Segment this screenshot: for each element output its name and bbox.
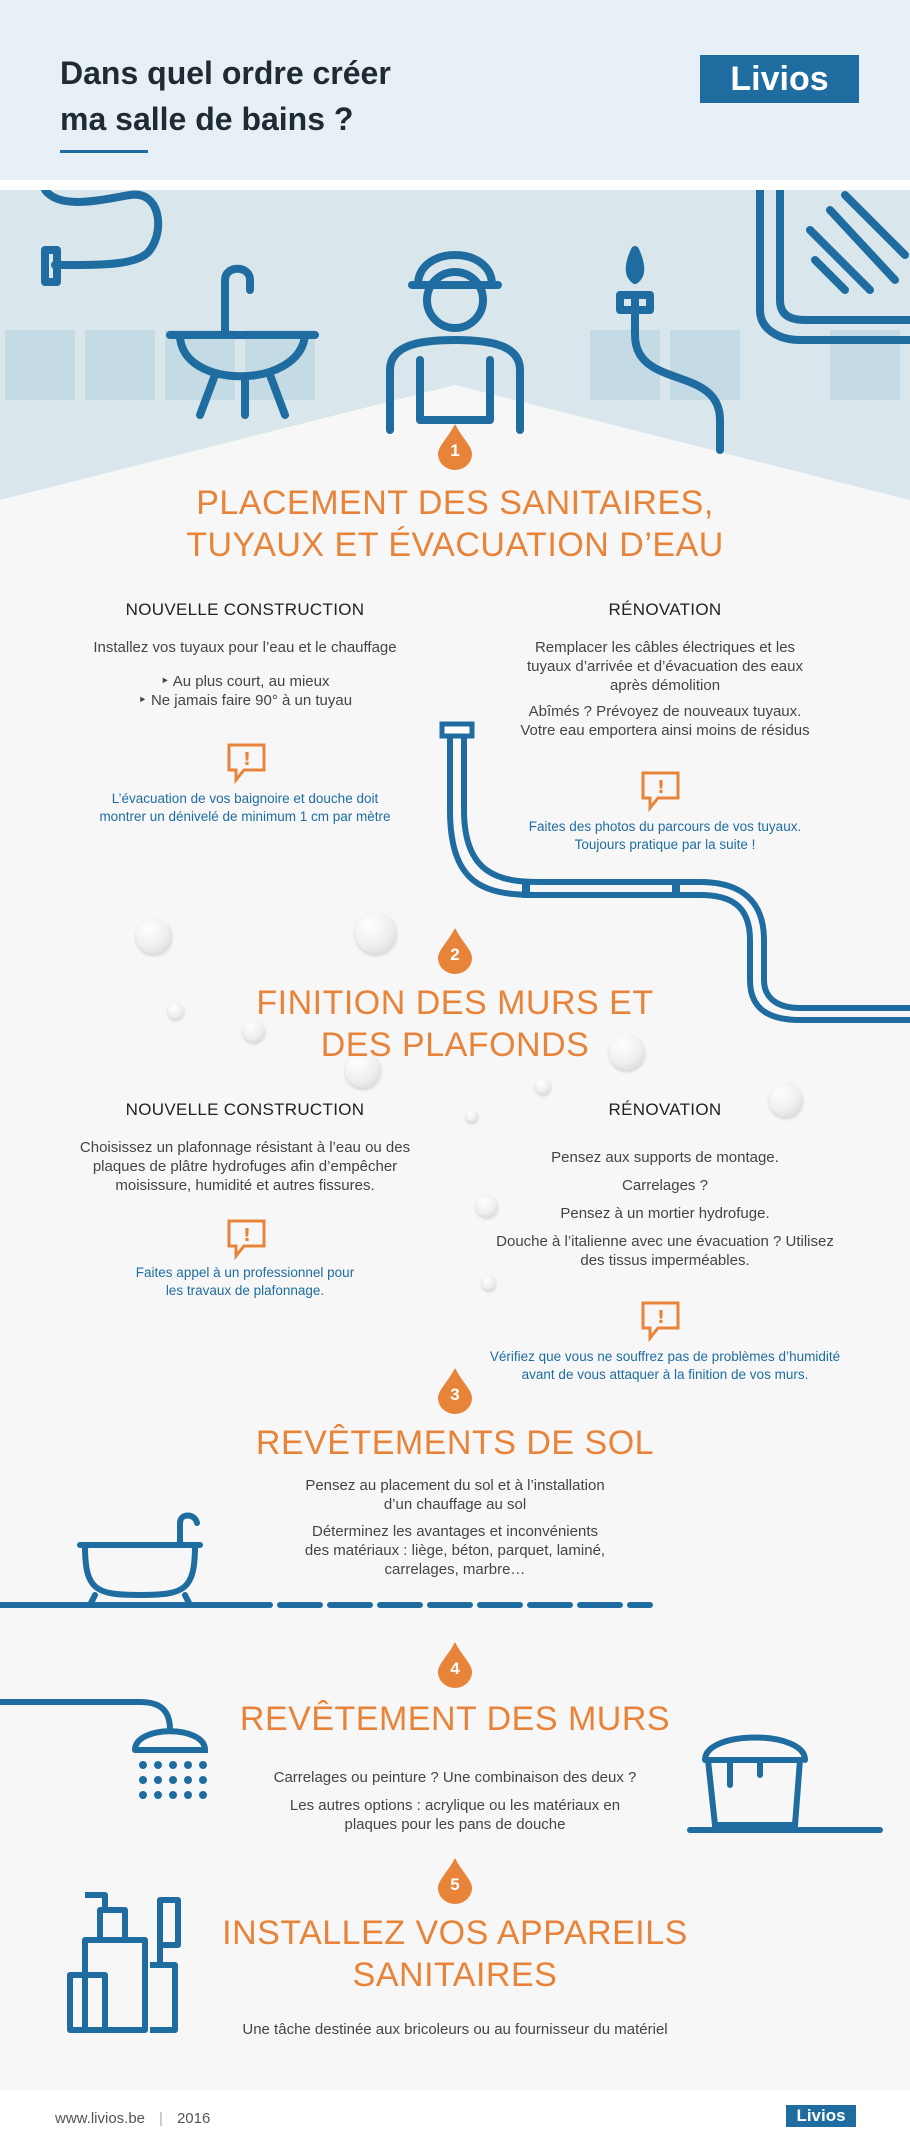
warning-icon (640, 1300, 682, 1342)
step-2-badge: 2 (438, 928, 472, 974)
section-1-left-heading: NOUVELLE CONSTRUCTION (125, 600, 365, 619)
bathtub-floor-illustration (0, 1505, 660, 1615)
section-1-left-tip: L’évacuation de vos baignoire et douche doit montrer un dénivelé de minimum 1 cm par mètre (99, 791, 391, 824)
warning-icon (640, 770, 682, 812)
bullet-arrow-icon: ‣ (137, 692, 151, 709)
toiletries-icon (60, 1890, 190, 2040)
svg-text:!: ! (242, 749, 252, 770)
footer-url[interactable]: www.livios.be (55, 2110, 146, 2127)
water-bubble (466, 1110, 478, 1122)
footer-info (55, 2110, 210, 2127)
footer-livios-logo[interactable]: Livios (786, 2105, 856, 2127)
section-4-title: REVÊTEMENT DES MURS (239, 1700, 671, 1738)
section-1-right-tip: Faites des photos du parcours de vos tuyaux. Toujours pratique par la suite ! (528, 819, 802, 852)
shower-paint-illustration (0, 1680, 910, 1840)
water-bubble (355, 912, 397, 954)
section-1-right-heading: RÉNOVATION (608, 600, 722, 619)
section-5-text: Une tâche destinée aux bricoleurs ou au fournisseur du matériel (242, 2021, 668, 2038)
section-5-title: INSTALLEZ VOS APPAREILS SANITAIRES (222, 1914, 688, 1994)
page-title-line1: Dans quel ordre créer (60, 55, 391, 91)
page-title-line2: ma salle de bains ? (60, 101, 354, 137)
section-3-title: REVÊTEMENTS DE SOL (255, 1424, 655, 1462)
section-1-left-text: Installez vos tuyaux pour l’eau et le chauffage (93, 639, 397, 656)
section-2-left-heading: NOUVELLE CONSTRUCTION (125, 1100, 365, 1119)
section-1-bullets: ‣ Au plus court, au mieux ‣ Ne jamais faire 90° à un tuyau (137, 673, 353, 709)
livios-logo[interactable]: Livios (700, 55, 859, 103)
water-bubble (535, 1078, 551, 1094)
pipe-cap (45, 250, 57, 282)
warning-icon (226, 1218, 268, 1260)
step-3-badge: 3 (438, 1368, 472, 1414)
section-2-right-tip: Vérifiez que vous ne souffrez pas de problèmes d’humidité avant de vous attaquer à la finition de vos murs. (489, 1349, 841, 1382)
footer-divider: | (159, 2110, 163, 2127)
section-2-right-text-1: Pensez aux supports de montage. (551, 1149, 779, 1166)
bullet-arrow-icon: ‣ (160, 673, 173, 690)
svg-text:!: ! (656, 777, 666, 798)
section-2-title: FINITION DES MURS ET DES PLAFONDS (256, 984, 654, 1064)
step-4-badge: 4 (438, 1642, 472, 1688)
section-2-left-tip: Faites appel à un professionnel pour les travaux de plafonnage. (135, 1265, 355, 1298)
warning-icon (226, 742, 268, 784)
sink-icon (170, 335, 315, 415)
section-2-right-heading: RÉNOVATION (608, 1100, 722, 1119)
section-4-text-2: Les autres options : acrylique ou les matériaux en plaques pour les pans de douche (289, 1797, 621, 1833)
worker-icon (427, 272, 483, 328)
shower-head-icon (0, 1702, 170, 1730)
svg-text:!: ! (242, 1225, 252, 1246)
page-title (60, 50, 480, 142)
svg-text:!: ! (656, 1307, 666, 1328)
step-5-badge: 5 (438, 1858, 472, 1904)
water-bubble (136, 918, 172, 954)
footer-year: 2016 (176, 2110, 211, 2127)
section-4-text-1: Carrelages ou peinture ? Une combinaison des deux ? (273, 1769, 637, 1786)
pipe-icon (45, 190, 158, 265)
step-1-badge: 1 (438, 424, 472, 470)
section-2-right-text-4: Douche à l’italienne avec une évacuation ? Utilisez des tissus imperméables. (496, 1233, 834, 1269)
title-underline (60, 150, 148, 153)
tap-icon (635, 300, 720, 450)
section-3-text-1: Pensez au placement du sol et à l’installation d’un chauffage au sol (305, 1477, 605, 1513)
section-1-right-text: Remplacer les câbles électriques et les tuyaux d’arrivée et d’évacuation des eaux après démolition (526, 639, 803, 694)
section-1-title: PLACEMENT DES SANITAIRES, TUYAUX ET ÉVACUATION D’EAU (186, 484, 724, 564)
section-2-right-text-2: Carrelages ? (622, 1177, 708, 1194)
water-bubble (482, 1276, 496, 1290)
paint-bucket-icon (708, 1760, 800, 1825)
section-2-left-text: Choisissez un plafonnage résistant à l’eau ou des plaques de plâtre hydrofuges afin d’empêcher moisissure, humidité et autres fissures. (79, 1139, 411, 1194)
section-3-text-2: Déterminez les avantages et inconvénients des matériaux : liège, béton, parquet, laminé, carrelages, marbre… (304, 1523, 606, 1578)
section-1-right-text-2: Abîmés ? Prévoyez de nouveaux tuyaux. Votre eau emportera ainsi moins de résidus (520, 703, 810, 739)
section-2-right-text-3: Pensez à un mortier hydrofuge. (560, 1205, 770, 1222)
bathtub-icon (80, 1545, 200, 1595)
